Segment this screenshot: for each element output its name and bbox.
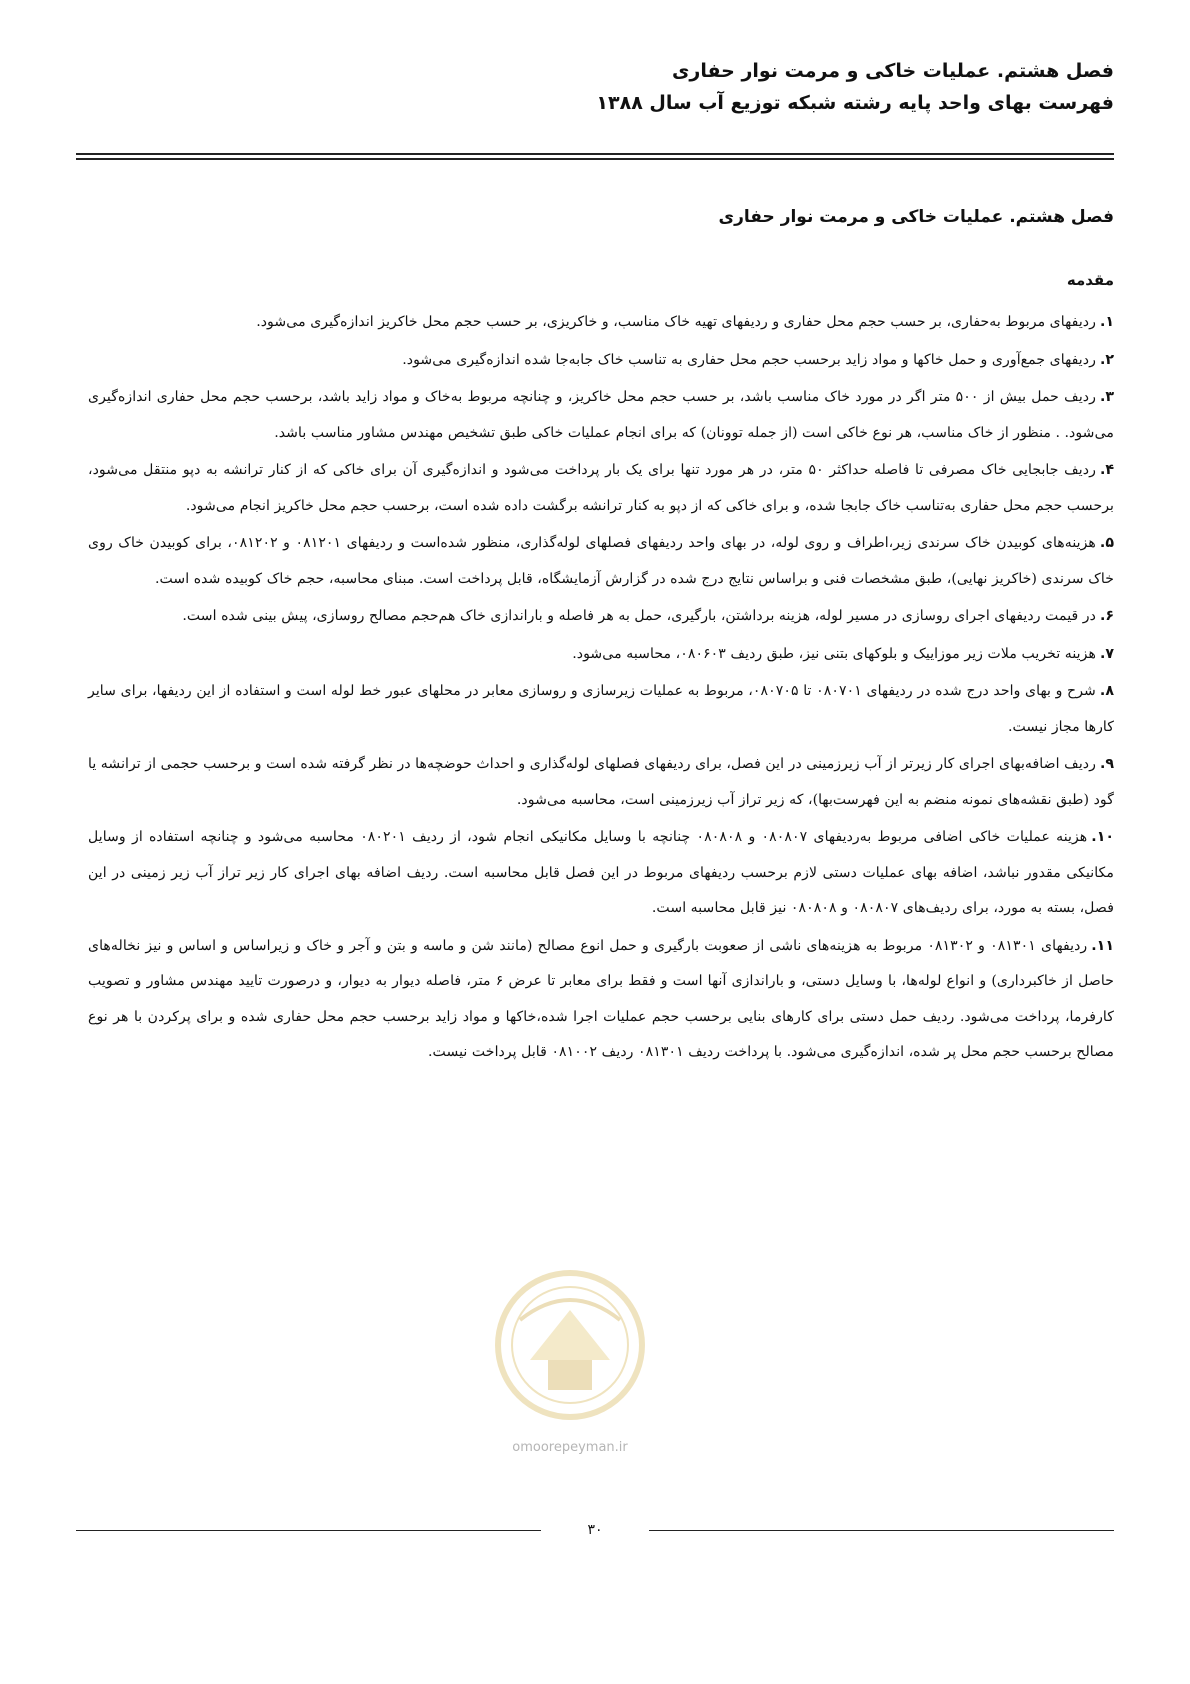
list-item bbox=[88, 599, 1114, 635]
item-number: ۱۱. bbox=[1091, 937, 1114, 954]
list-item bbox=[88, 674, 1114, 745]
page-header bbox=[76, 55, 1114, 119]
section-title: فصل هشتم. عملیات خاکی و مرمت نوار حفاری bbox=[718, 207, 1114, 227]
item-text: ردیف اضافه‌بهای اجرای کار زیرتر از آب زیرزمینی در این فصل، برای ردیفهای فصلهای لوله‌گذاری و احداث حوضچه‌ها در نظر گرفته شده است و برحسب حجمی از ترانشه یا گود (طبق نقشه‌های نمونه منضم به این فهرست‌بها)، که زیر تراز آب زیرزمینی است، محاسبه می‌شود. bbox=[88, 756, 1114, 808]
main-content bbox=[88, 205, 1114, 1073]
item-number: ۴. bbox=[1099, 462, 1114, 478]
item-number: ۵. bbox=[1099, 535, 1114, 551]
item-number: ۶. bbox=[1099, 608, 1114, 624]
item-number: ۷. bbox=[1099, 645, 1114, 662]
page-number: ۳۰ bbox=[587, 1522, 603, 1538]
header-divider bbox=[76, 153, 1114, 155]
list-item bbox=[88, 929, 1114, 1071]
list-item bbox=[88, 747, 1114, 818]
item-text: شرح و بهای واحد درج شده در ردیفهای ۰۸۰۷۰۱ تا ۰۸۰۷۰۵، مربوط به عملیات زیرسازی و روسازی معابر در محلهای عبور خط لوله است و استفاده از این ردیفها، برای سایر کارها مجاز نیست. bbox=[88, 683, 1114, 735]
item-text: در قیمت ردیفهای اجرای روسازی در مسیر لوله، هزینه برداشتن، بارگیری، حمل به هر فاصله و باراندازی خاک هم‌حجم مصالح روسازی، پیش بینی شده است. bbox=[182, 608, 1096, 624]
list-item bbox=[88, 820, 1114, 927]
header-chapter-title: فصل هشتم. عملیات خاکی و مرمت نوار حفاری bbox=[672, 60, 1114, 82]
watermark-site: omoorepeyman.ir bbox=[512, 1440, 628, 1455]
list-item bbox=[88, 343, 1114, 379]
item-text: ردیفهای مربوط به‌حفاری، بر حسب حجم محل حفاری و ردیفهای تهیه خاک مناسب، و خاکریزی، بر حسب حجم محل خاکریز اندازه‌گیری می‌شود. bbox=[256, 314, 1096, 330]
item-number: ۱۰. bbox=[1091, 829, 1115, 845]
item-text: ردیفهای جمع‌آوری و حمل خاکها و مواد زاید برحسب حجم محل حفاری به تناسب خاک جابه‌جا شده اندازه‌گیری می‌شود. bbox=[402, 351, 1096, 368]
item-text: ردیفهای ۰۸۱۳۰۱ و ۰۸۱۳۰۲ مربوط به هزینه‌های ناشی از صعوبت بارگیری و حمل انوع مصالح (مانند شن و ماسه و بتن و آجر و خاک و زیراساس و اساس و نیز نخاله‌های حاصل از خاکبرداری) و انواع لوله‌ها، با وسایل دستی، و باراندازی آنها است و فقط برای معابر تا عرض ۶ متر، فاصله دیوار به دیوار، و درصورت تایید مهندس مشاور و تصویب کارفرما، پرداخت می‌شود. ردیف حمل دستی برای کارهای بنایی برحسب حجم عملیات اجرا شده،خاکها و مواد زاید برحسب حجم محل حفاری شده و برای پرکردن با هر نوع مصالح برحسب حجم محل پر شده، اندازه‌گیری می‌شود. با پرداخت ردیف ۰۸۱۳۰۱ ردیف ۰۸۱۰۰۲ قابل پرداخت نیست. bbox=[88, 937, 1114, 1060]
list-item bbox=[88, 637, 1114, 673]
list-item bbox=[88, 453, 1114, 524]
item-number: ۱. bbox=[1099, 314, 1114, 330]
item-number: ۲. bbox=[1099, 351, 1114, 368]
list-item bbox=[88, 526, 1114, 597]
header-divider-double bbox=[76, 158, 1114, 160]
item-text: هزینه‌های کوبیدن خاک سرندی زیر،اطراف و روی لوله، در بهای واحد ردیفهای فصلهای لوله‌گذاری، منظور شده‌است و ردیفهای ۰۸۱۲۰۱ و ۰۸۱۲۰۲، برای کوبیدن خاک روی خاک سرندی (خاکریز نهایی)، طبق مشخصات فنی و براساس نتایج درج شده در گزارش آزمایشگاه، قابل پرداخت است. مبنای محاسبه، حجم خاک کوبیده شده است. bbox=[88, 535, 1114, 587]
list-item bbox=[88, 305, 1114, 341]
item-number: ۸. bbox=[1099, 683, 1114, 699]
header-document-title: فهرست بهای واحد پایه رشته شبکه توزیع آب سال ۱۳۸۸ bbox=[596, 92, 1114, 114]
item-number: ۳. bbox=[1099, 389, 1114, 405]
page-footer bbox=[76, 1518, 1114, 1542]
item-text: ردیف حمل بیش از ۵۰۰ متر اگر در مورد خاک مناسب باشد، بر حسب حجم محل خاکریز، و چنانچه مربوط به‌خاک و مواد زاید باشد، برحسب حجم محل حفاری اندازه‌گیری می‌شود. . منظور از خاک مناسب، هر نوع خاکی است (از جمله توونان) که برای انجام عملیات خاکی طبق تشخیص مهندس مشاور مناسب باشد. bbox=[88, 389, 1114, 441]
list-item bbox=[88, 380, 1114, 451]
item-text: هزینه تخریب ملات زیر موزاییک و بلوکهای بتنی نیز، طبق ردیف ۰۸۰۶۰۳، محاسبه می‌شود. bbox=[572, 645, 1096, 662]
logo-seal-icon bbox=[490, 1260, 650, 1430]
item-number: ۹. bbox=[1099, 756, 1114, 772]
intro-heading: مقدمه bbox=[1066, 271, 1114, 289]
item-text: ردیف جابجایی خاک مصرفی تا فاصله حداکثر ۵۰ متر، در هر مورد تنها برای یک بار پرداخت می‌شود و اندازه‌گیری آن برای خاکی که از کنار ترانشه به دپو منتقل می‌شود، برحسب حجم محل حفاری به‌تناسب خاک جابجا شده، و برای خاکی که از دپو به کنار ترانشه برگشت داده شده است، برحسب حجم محل خاکریز انجام می‌شود. bbox=[88, 462, 1114, 514]
item-text: هزینه عملیات خاکی اضافی مربوط به‌ردیفهای ۰۸۰۸۰۷ و ۰۸۰۸۰۸ چنانچه با وسایل مکانیکی انجام شود، از ردیف ۰۸۰۲۰۱ محاسبه می‌شود و چنانچه استفاده از وسایل مکانیکی مقدور نباشد، اضافه بهای عملیات دستی لازم برحسب ردیفهای مربوط در این فصل قابل محاسبه است. ردیف اضافه بهای اجرای کار زیر تراز آب زیر زمینی در این فصل، بسته به مورد، برای ردیف‌های ۰۸۰۸۰۷ و ۰۸۰۸۰۸ نیز قابل محاسبه است. bbox=[88, 829, 1114, 916]
